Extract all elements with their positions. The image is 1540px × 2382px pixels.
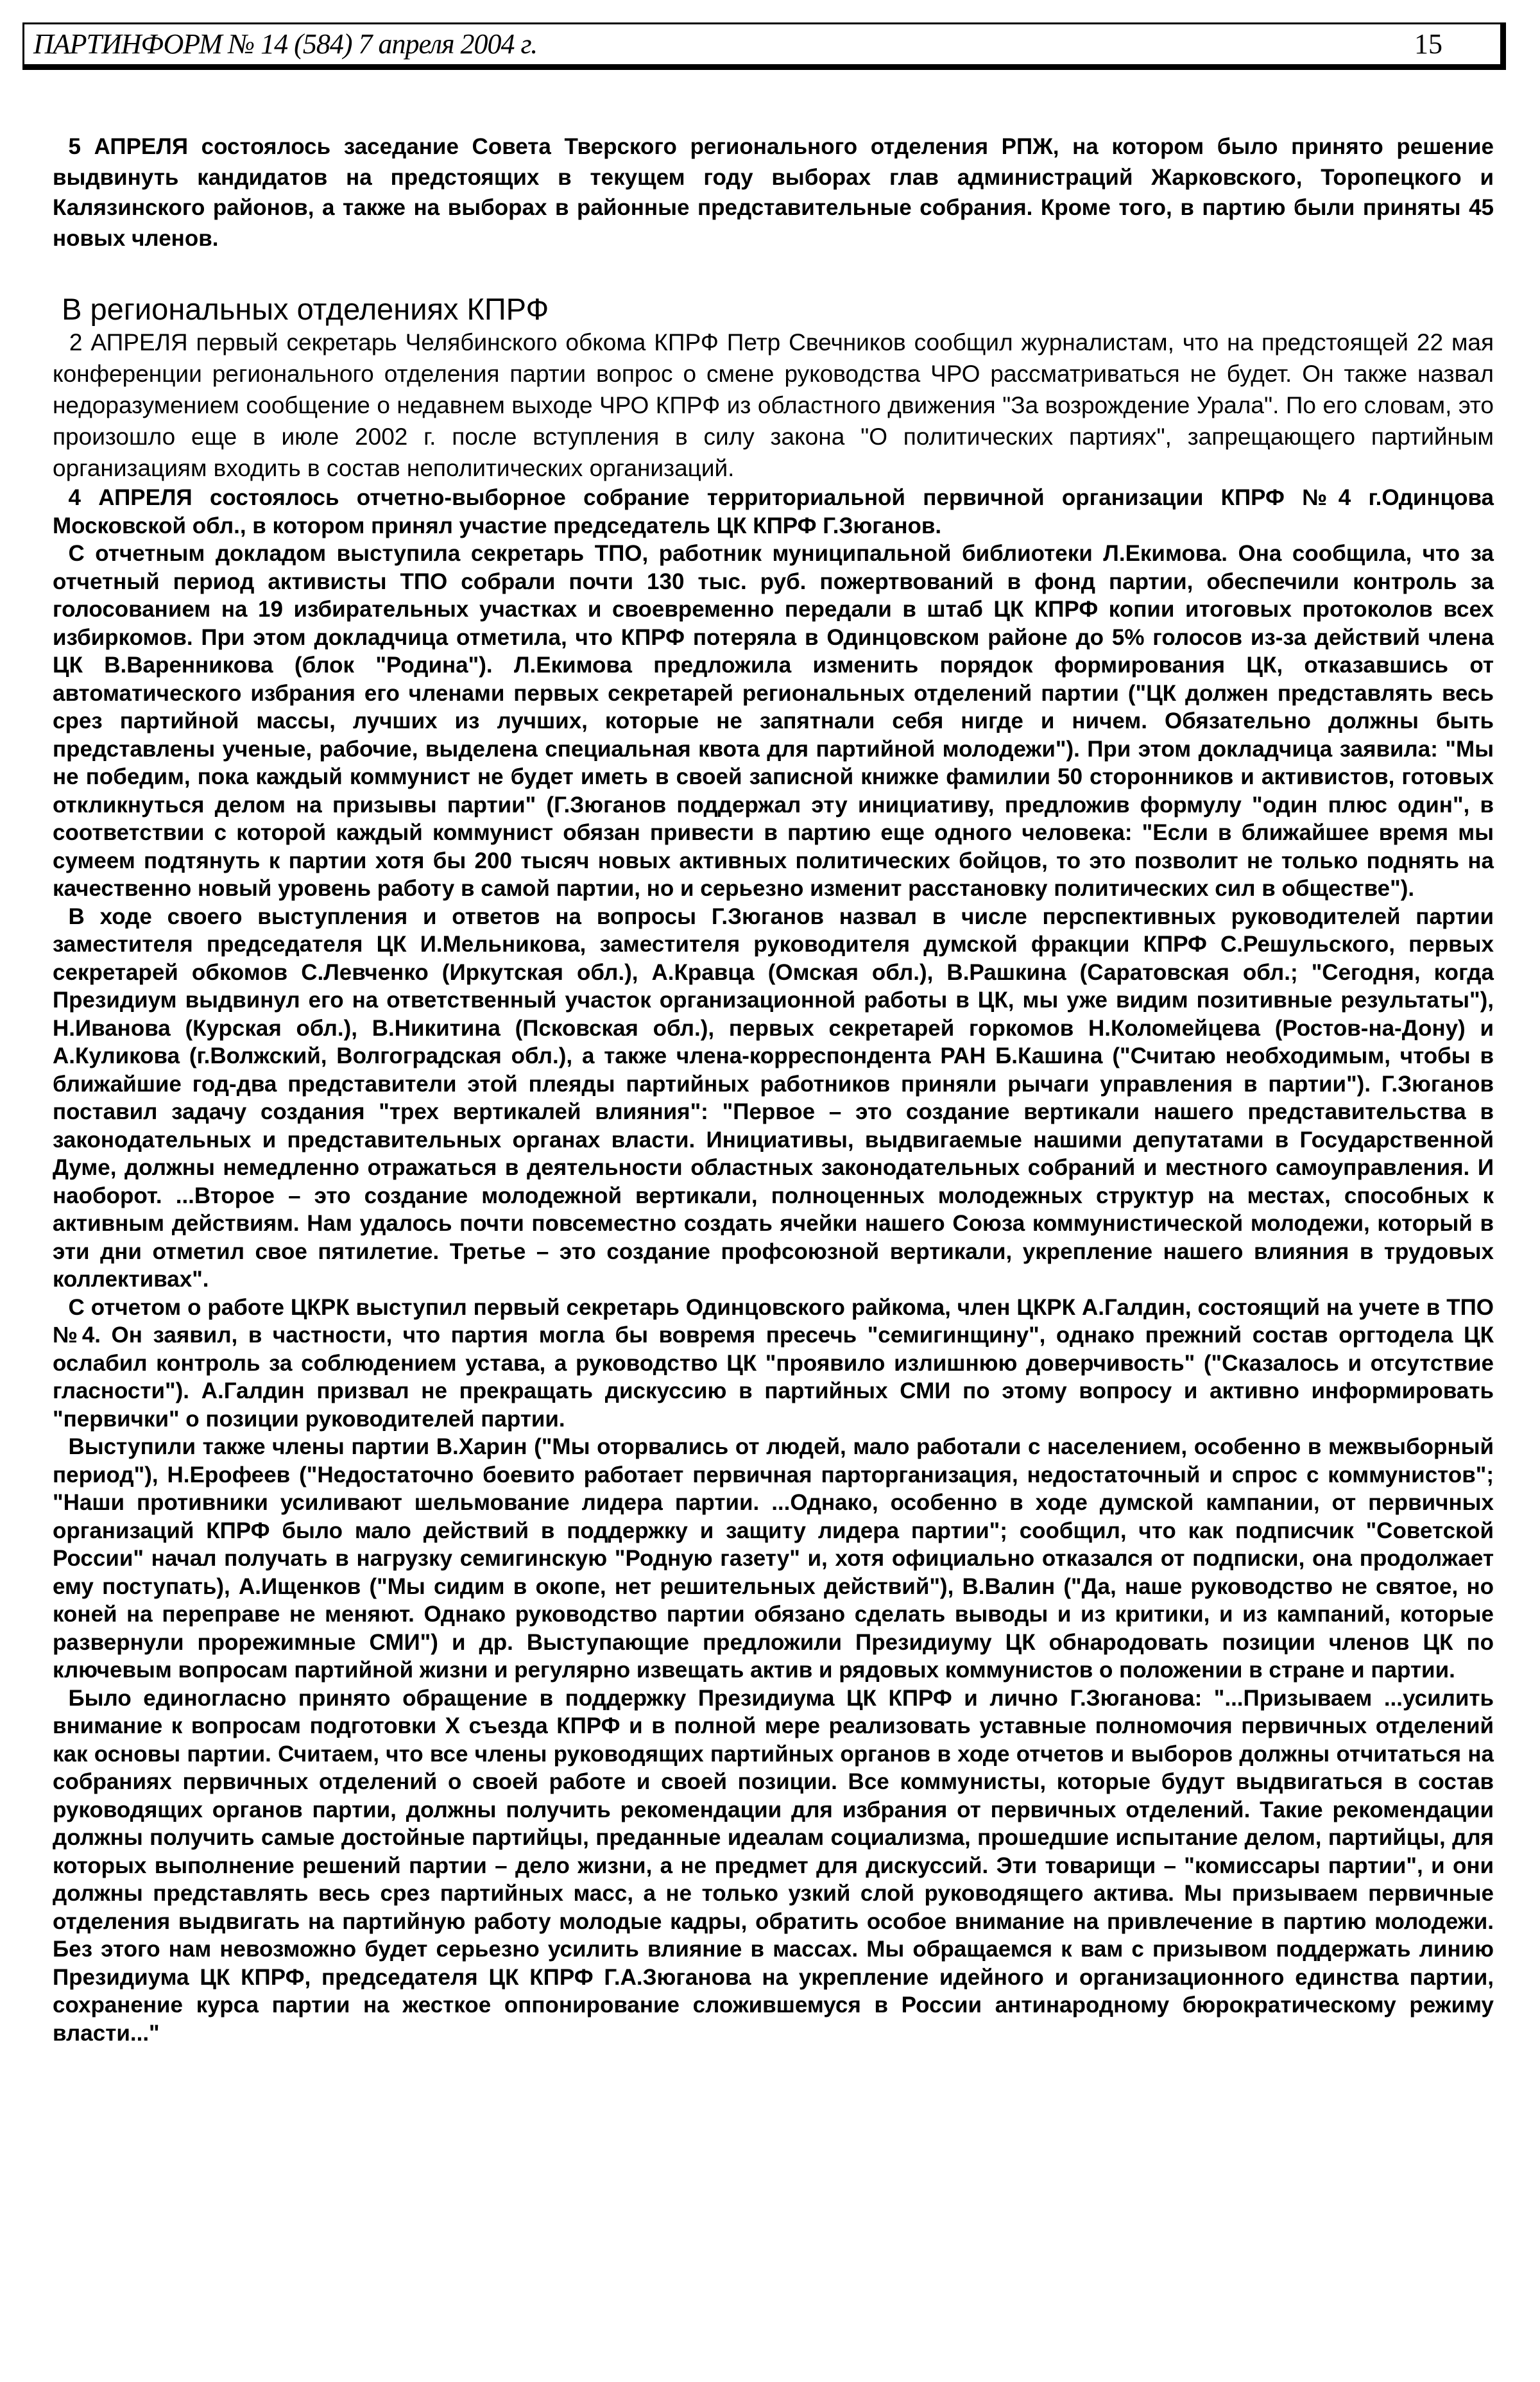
paragraph: В ходе своего выступления и ответов на вопросы Г.Зюганов назвал в числе перспективных руководителей партии заместителя председателя ЦК И.Мельникова, заместителя руководителя думской фракции КПРФ С.Решульского, первых секретарей обкомов С.Левченко (Иркутская обл.), А.Кравца (Омская обл.), В.Рашкина (Саратовская обл.; "Сегодня, когда Президиум выдвинул его на ответственный участок организационной работы в ЦК, мы уже видим позитивные результаты"), Н.Иванова (Курская обл.), В.Никитина (Псковская обл.), первых секретарей горкомов Н.Коломейцева (Ростов-на-Дону) и А.Куликова (г.Волжский, Волгоградская обл.), а также члена-корреспондента РАН Б.Кашина ("Считаю необходимым, чтобы в ближайшие год-два представители этой плеяды партийных работников приняли рычаги управления в партии"). Г.Зюганов поставил задачу создания "трех вертикалей влияния": "Первое – это создание вертикали нашего представительства в законодательных и представительных органах власти. Инициативы, выдвигаемые нашими депутатами в Государственной Думе, должны немедленно отражаться в деятельности областных законодательных собраний и местного самоуправления. И наоборот. ...Второе – это создание молодежной вертикали, полноценных молодежных структур на местах, способных к активным действиям. Нам удалось почти повсеместно создать ячейки нашего Союза коммунистической молодежи, который в эти дни отметил свое пятилетие. Третье – это создание профсоюзной вертикали, укрепление нашего влияния в трудовых коллективах". xyxy=(53,904,1494,1292)
paragraph: Выступили также члены партии В.Харин ("Мы оторвались от людей, мало работали с населением, особенно в межвыборный период"), Н.Ерофеев ("Недостаточно боевито работает первичная парторганизация, недостаточный и спрос с коммунистов"; "Наши противники усиливают шельмование лидера партии. ...Однако, особенно в ходе думской кампании, от первичных организаций КПРФ было мало действий в поддержку и защиту лидера партии"; сообщил, что как подписчик "Советской России" начал получать в нагрузку семигинскую "Родную газету" и, хотя официально отказался от подписки, она продолжает ему поступать), А.Ищенков ("Мы сидим в окопе, нет решительных действий"), В.Валин ("Да, наше руководство не святое, но коней на переправе не меняют. Однако руководство партии обязано сделать выводы и из критики, и из кампаний, которые развернули прорежимные СМИ") и др. Выступающие предложили Президиуму ЦК обнародовать позиции членов ЦК по ключевым вопросам партийной жизни и регулярно извещать актив и рядовых коммунистов о положении в стране и партии. xyxy=(53,1434,1494,1683)
publication-title: ПАРТИНФОРМ № 14 (584) 7 апреля 2004 г. xyxy=(33,28,538,60)
paragraph: С отчетным докладом выступила секретарь ТПО, работник муниципальной библиотеки Л.Екимова. Она сообщила, что за отчетный период активисты ТПО собрали почти 130 тыс. руб. пожертвований в фонд партии, обеспечили контроль за голосованием на 19 избирательных участках и своевременно передали в штаб ЦК КПРФ копии итоговых протоколов всех избиркомов. При этом докладчица отметила, что КПРФ потеряла в Одинцовском районе до 5% голосов из-за действий члена ЦК В.Варенникова (блок "Родина"). Л.Екимова предложила изменить порядок формирования ЦК, отказавшись от автоматического избрания его членами первых секретарей региональных отделений партии ("ЦК должен представлять весь срез партийной массы, лучших из лучших, которые не запятнали себя нигде и ничем. Обязательно должны быть представлены ученые, рабочие, выделена специальная квота для партийной молодежи"). При этом докладчица заявила: "Мы не победим, пока каждый коммунист не будет иметь в своей записной книжке фамилии 50 сторонников и активистов, готовых откликнуться делом на призывы партии" (Г.Зюганов поддержал эту инициативу, предложив формулу "один плюс один", в соответствии с которой каждый коммунист обязан привести в партию еще одного человека: "Если в ближайшее время мы сумеем подтянуть к партии хотя бы 200 тысяч новых активных политических бойцов, то это позволит не только поднять на качественно новый уровень работу в самой партии, но и серьезно изменит расстановку политических сил в обществе"). xyxy=(53,541,1494,901)
section-heading: В региональных отделениях КПРФ xyxy=(62,292,549,326)
page-number: 15 xyxy=(1414,28,1442,60)
paragraph: 2 АПРЕЛЯ первый секретарь Челябинского обкома КПРФ Петр Свечников сообщил журналистам, что на предстоящей 22 мая конференции регионального отделения партии вопрос о смене руководства ЧРО рассматриваться не будет. Он также назвал недоразумением сообщение о недавнем выходе ЧРО КПРФ из областного движения "За возрождение Урала". По его словам, это произошло еще в июле 2002 г. после вступления в силу закона "О политических партиях", запрещающего партийным организациям входить в состав неполитических организаций. xyxy=(53,329,1494,481)
lead-paragraph: 5 АПРЕЛЯ состоялось заседание Совета Тверского регионального отделения РПЖ, на котором было принято решение выдвинуть кандидатов на предстоящих в текущем году выборах глав администраций Жарковского, Торопецкого и Калязинского районов, а также на выборах в районные представительные собрания. Кроме того, в партию были приняты 45 новых членов. xyxy=(53,134,1494,251)
page-header xyxy=(22,22,1506,70)
article-body xyxy=(53,132,1494,2047)
paragraph: 4 АПРЕЛЯ состоялось отчетно-выборное собрание территориальной первичной организации КПРФ №4 г.Одинцова Московской обл., в котором принял участие председатель ЦК КПРФ Г.Зюганов. xyxy=(53,485,1494,538)
paragraph: С отчетом о работе ЦКРК выступил первый секретарь Одинцовского райкома, член ЦКРК А.Галдин, состоящий на учете в ТПО №4. Он заявил, в частности, что партия могла бы вовремя пресечь "семигинщину", однако прежний состав оргтодела ЦК ослабил контроль за соблюдением устава, а руководство ЦК "проявило излишнюю доверчивость" ("Сказалось и отсутствие гласности"). А.Галдин призвал не прекращать дискуссию в партийных СМИ по этому вопросу и активно информировать "первички" о позиции руководителей партии. xyxy=(53,1294,1494,1432)
paragraph: Было единогласно принято обращение в поддержку Президиума ЦК КПРФ и лично Г.Зюганова: "...Призываем ...усилить внимание к вопросам подготовки X съезда КПРФ и в полной мере реализовать уставные полномочия первичных отделений как основы партии. Считаем, что все члены руководящих партийных органов в ходе отчетов и выборов должны отчитаться на собраниях первичных отделений о своей работе и своей позиции. Все коммунисты, которые будут выдвигаться в состав руководящих органов партии, должны получить рекомендации для избрания от первичных отделений. Такие рекомендации должны получить самые достойные партийцы, преданные идеалам социализма, прошедшие испытание делом, партийцы, для которых выполнение решений партии – дело жизни, а не предмет для дискуссий. Эти товарищи – "комиссары партии", и они должны представлять весь срез партийных масс, а не только узкий слой руководящего актива. Мы призываем первичные отделения выдвигать на партийную работу молодые кадры, обратить особое внимание на привлечение в партию молодежи. Без этого нам невозможно будет серьезно усилить влияние в массах. Мы обращаемся к вам с призывом поддержать линию Президиума ЦК КПРФ, председателя ЦК КПРФ Г.А.Зюганова на укрепление идейного и организационного единства партии, сохранение курса партии на жесткое оппонирование сложившемуся в России антинародному бюрократическому режиму власти..." xyxy=(53,1685,1494,2046)
